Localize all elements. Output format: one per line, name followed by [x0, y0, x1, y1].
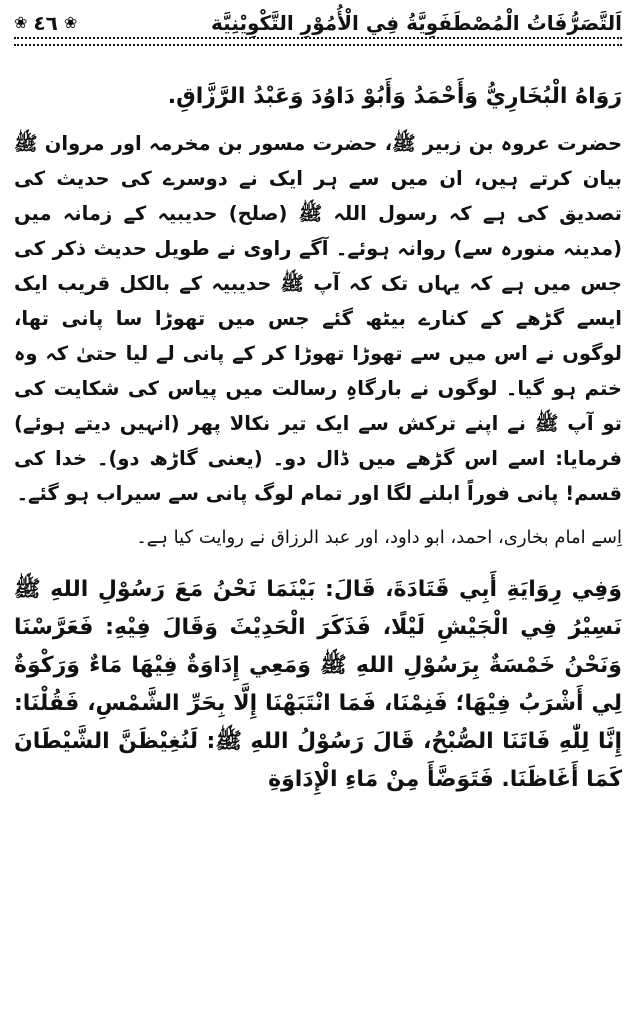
running-title: اَلتَّصَرُّفَاتُ الْمُصْطَفَوِيَّةُ فِي الْأُمُوْرِ التَّكْوِيْنِيَّة — [211, 11, 622, 35]
page-number: ٤٦ — [33, 11, 58, 35]
flower-ornament-icon: ❀ — [63, 13, 78, 32]
urdu-translation-paragraph: حضرت عروہ بن زبیر ﷺ، حضرت مسور بن مخرمہ اور مروان ﷺ بیان کرتے ہیں، ان میں سے ہر ایک نے دوسرے کی حدیث کی تصدیق کی ہے کہ رسول اللہ ﷺ (صلح) حدیبیہ کے زمانہ میں (مدینہ منورہ سے) روانہ ہوئے۔ آگے راوی نے طویل حدیث ذکر کی جس میں ہے کہ یہاں تک کہ آپ ﷺ حدیبیہ کے بالکل قریب ایک ایسے گڑھے کے کنارے بیٹھ گئے جس میں تھوڑا سا پانی تھا، لوگوں نے اس میں سے تھوڑا تھوڑا کر کے پانی لے لیا حتیٰ کہ وہ ختم ہو گیا۔ لوگوں نے بارگاہِ رسالت میں پیاس کی شکایت کی تو آپ ﷺ نے اپنے ترکش سے ایک تیر نکالا پھر (انہیں دیتے ہوئے) فرمایا: اسے اس گڑھے میں ڈال دو۔ (یعنی گاڑھ دو)۔ خدا کی قسم! پانی فوراً ابلنے لگا اور تمام لوگ پانی سے سیراب ہو گئے۔ — [14, 132, 622, 505]
page-body — [14, 78, 622, 799]
page-header — [8, 2, 628, 48]
page-number-box — [14, 6, 77, 40]
flower-ornament-icon: ❀ — [14, 13, 28, 32]
urdu-attribution: اِسے امام بخاری، احمد، ابو داود، اور عبد الرزاق نے روایت کیا ہے۔ — [136, 527, 622, 548]
arabic-hadith-text: وَفِي رِوَايَةِ أَبِي قَتَادَةَ، قَالَ: بَيْنَمَا نَحْنُ مَعَ رَسُوْلِ اللهِ ﷺ نَسِيْرُ فِي الْجَيْشِ لَيْلًا، فَذَكَرَ الْحَدِيْثَ وَقَالَ فِيْهِ: فَعَرَّسْنَا وَنَحْنُ خَمْسَةٌ بِرَسُوْلِ اللهِ ﷺ وَمَعِي إِدَاوَةٌ فِيْهَا مَاءٌ وَرَكْوَةٌ لِي أَشْرَبُ فِيْهَا؛ فَنِمْنَا، فَمَا انْتَبَهْنَا إِلَّا بِحَرِّ الشَّمْسِ، فَقُلْنَا: إِنَّا لِلّٰهِ فَاتَنَا الصُّبْحُ، قَالَ رَسُوْلُ اللهِ ﷺ: لَنُغِيْظَنَّ الشَّيْطَانَ كَمَا أَغَاظَنَا. فَتَوَضَّأَ مِنْ مَاءِ الْإِدَاوَةِ — [14, 577, 622, 792]
arabic-attribution: رَوَاهُ الْبُخَارِيُّ وَأَحْمَدُ وَأَبُوْ دَاوُدَ وَعَبْدُ الرَّزَّاقِ. — [167, 84, 622, 109]
header-divider — [14, 37, 622, 46]
